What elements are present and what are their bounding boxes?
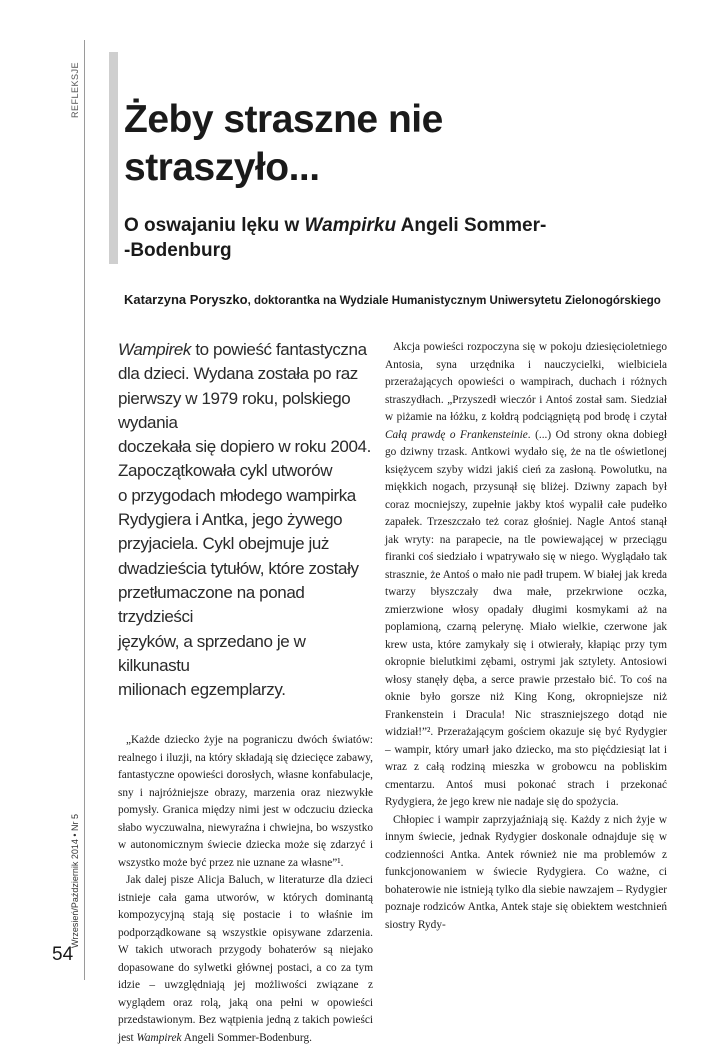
lead-line: Rydygiera i Antka, jego żywego [118,510,343,530]
body-italic: Wampirek [136,1031,182,1044]
subtitle-text-end: Angeli Sommer- [396,215,547,236]
title-line-2: straszyło... [124,146,320,189]
lead-italic: Wampirek [118,340,192,359]
body-paragraph [118,872,373,1047]
lead-line: doczekała się dopiero w roku 2004. [118,437,371,457]
subtitle-line-2: -Bodenburg [124,240,232,261]
body-text: Akcja powieści rozpoczyna się w pokoju dziesięcioletniego Antosia, syna urzędnika i nauczycielki, wielbiciela przerażających opowieści o wampirach, duchach i różnych straszydłach. „Przyszedł wieczór i Antoś został sam. Siedział w piżamie na łóżku, z kołdrą podciągniętą pod brodę i czytał [385,341,667,423]
lead-line: pierwszy w 1979 roku, polskiego wydania [118,388,351,432]
quote-block [118,732,373,1047]
page-number: 54 [52,944,74,965]
title-line-1: Żeby straszne nie [124,98,443,141]
author-name: Katarzyna Poryszko [124,292,248,307]
article-title [124,96,544,192]
subtitle-italic: Wampirku [304,215,397,236]
title-accent-bar [109,52,118,264]
body-text-end: Angeli Sommer-Bodenburg. [181,1031,312,1044]
author-affiliation: , doktorantka na Wydziale Humanistycznym Uniwersytetu Zielonogórskiego [247,295,661,307]
lead-paragraph [118,338,373,702]
body-paragraph [385,339,667,812]
subtitle-text: O oswajaniu lęku w [124,215,305,236]
author-line [124,292,684,307]
lead-line: języków, a sprzedano je w kilkunastu [118,631,306,675]
lead-line: dwadzieścia tytułów, które zostały [118,558,359,578]
quote-paragraph: „Każde dziecko żyje na pograniczu dwóch światów: realnego i iluzji, na który składają się dziecięce zabawy, fantastyczne opowieści dorosłych, własne konfabulacje, sny i najróżniejsze obrazy, marzenia oraz niezwykłe pomysły. Granica między nimi jest w odczuciu dziecka słabo wyczuwalna, niewyraźna i chwiejna, bo wszystko w autonomicznym świecie dziecka może się zdarzyć i wszystko może być przez nie uznane za własne”¹. [118,734,373,869]
body-paragraph: Chłopiec i wampir zaprzyjaźniają się. Każdy z nich żyje w innym świecie, jednak Rydygier doskonale odnajduje się w codzienności Antka. Antek również nie ma problemów z funkcjonowaniem w świecie Rydygiera. Co ważne, ci bohaterowie nie istnieją tylko dla siebie nawzajem – Rydygier poznaje rodziców Antka, Antek staje się obiektem westchnień siostry Rydy- [385,813,667,931]
body-text: Jak dalej pisze Alicja Baluch, w literaturze dla dzieci istnieje cała gama utworów, w których dominantą kompozycyjną stają się postacie i to właśnie im podporządkowane są wszystkie opisywane zdarzenia. W takich utworach przygody bohaterów są niejako dopasowane do sylwetki głównej postaci, a co za tym idzie – uwzględniają jej możliwości związane z wyglądem oraz rolą, jaką ona pełni w opowieści przedstawionym. Bez wątpienia jedną z takich powieści jest [118,874,373,1044]
right-column [385,339,667,934]
lead-line: to powieść fantastyczna [191,340,367,359]
lead-line: dla dzieci. Wydana została po raz [118,364,358,384]
body-italic: Całą prawdę o Frankensteinie [385,428,528,441]
margin-rule [84,40,85,980]
left-column [118,338,373,1047]
lead-line: przetłumaczone na ponad trzydzieści [118,582,305,627]
issue-label: Wrzesień/Październik 2014 • Nr 5 [70,813,80,948]
article-subtitle [124,213,644,263]
lead-line: milionach egzemplarzy. [118,680,286,700]
body-text-end: . (...) Od strony okna dobiegł go dziwny trzask. Antkowi wydało się, że na tle oświetlonej księżycem szyby widzi jakiś cień za zasłoną. Powolutku, na miękkich nogach, przysunął się bliżej. Dziwny zapach był coraz mocniejszy, zupełnie jakby ktoś wypalił całe pudełko zapałek. Trzeszczało też coraz głośniej. Nagle Antoś stanął jak wryty: na parapecie, na tle powiewającej w przeciągu firanki coś siedziało i wpatrywało się w niego. Wyglądało tak strasznie, że Antoś o mało nie padł trupem. W białej jak kreda twarzy błyszczały dwa małe, przekrwione oczka, zmierzwione włosy opadały długimi kosmykami aż na poplamioną, czarną pelerynę. Miało wielkie, czerwone jak krew usta, które zamykały się i otwierały, kłapiąc przy tym okropnie bielutkimi zębami, ostrymi jak sztylety. Antosiowi włosy stanęły dęba, a serce prawie przestało bić. To coś na oknie było gorsze niż King Kong, okropniejsze niż Frankenstein i Dracula! Nic straszniejszego dotąd nie widział!”². Przerażającym gościem okazuje się być Rydygier – wampir, który umarł jako dziecko, ma sto pięćdziesiąt lat i wraz z całą rodziną mieszka w grobowcu na pobliskim cmentarzu. Antoś musi pokonać strach i przekonać Rydygiera, że jego krew nie nadaje się do spożycia. [385,428,667,808]
lead-line: o przygodach młodego wampirka [118,485,356,505]
section-label: REFLEKSJE [70,61,80,118]
lead-line: Zapoczątkowała cykl utworów [118,461,333,481]
lead-line: przyjaciela. Cykl obejmuje już [118,534,329,554]
